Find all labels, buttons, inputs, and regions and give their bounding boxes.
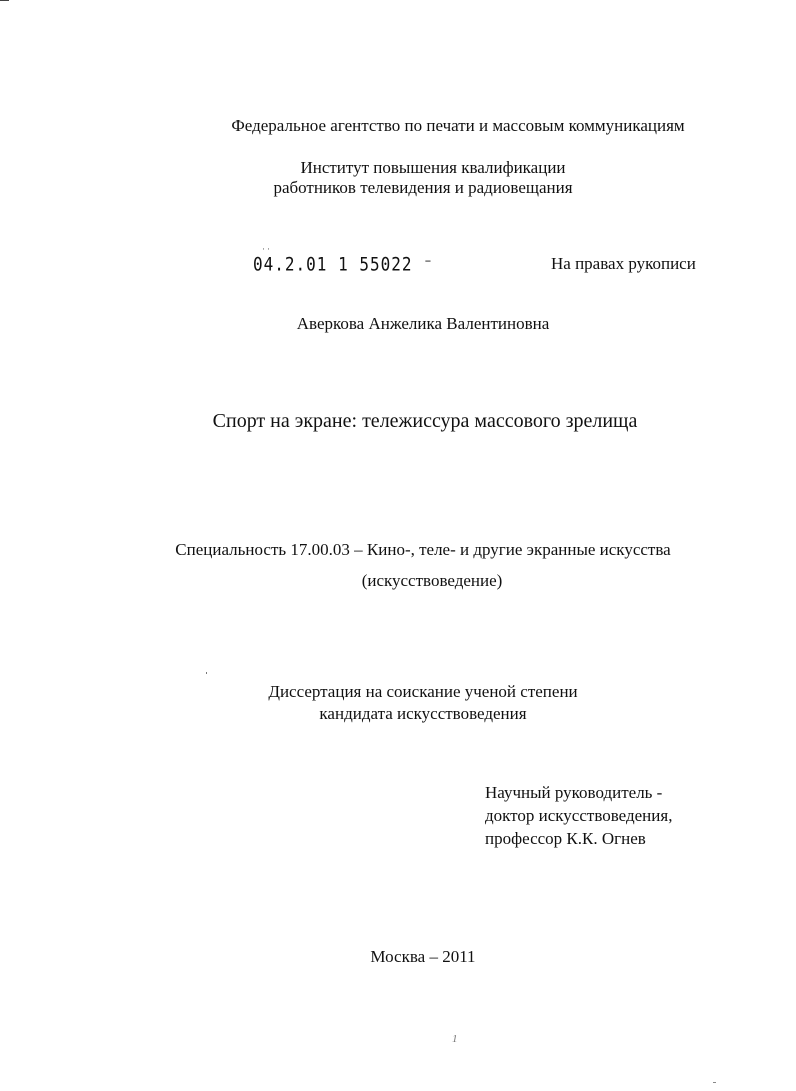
institute-name-line2: работников телевидения и радиовещания — [273, 178, 573, 197]
manuscript-rights-label: На правах рукописи — [551, 254, 696, 273]
supervisor-line3: профессор К.К. Огнев — [485, 829, 646, 848]
degree-statement-line2: кандидата искусствоведения — [319, 704, 527, 723]
supervisor-line2: доктор искусствоведения, — [485, 806, 673, 825]
stamp-dots: ·· — [262, 244, 272, 254]
supervisor-line1: Научный руководитель - — [485, 783, 663, 802]
specialty-line2: (искусствоведение) — [361, 571, 503, 590]
registration-number: 04.2.01 1 55022 ⁻ — [253, 253, 434, 276]
degree-statement-line1: Диссертация на соискание ученой степени — [268, 682, 578, 701]
dissertation-title: Спорт на экране: тележиссура массового зрелища — [212, 410, 638, 432]
specialty-line1: Специальность 17.00.03 – Кино-, теле- и другие экранные искусства — [175, 540, 671, 559]
scan-corner-mark — [0, 0, 9, 1]
city-year: Москва – 2011 — [370, 947, 476, 966]
author-name: Аверкова Анжелика Валентиновна — [296, 314, 550, 333]
page-number: 1 — [452, 1033, 458, 1045]
institute-name-line1: Институт повышения квалификации — [300, 158, 566, 177]
scan-corner-mark-bottom — [713, 1082, 716, 1083]
agency-name: Федеральное агентство по печати и массовым коммуникациям — [231, 116, 685, 135]
scan-dot-mark — [206, 672, 207, 674]
